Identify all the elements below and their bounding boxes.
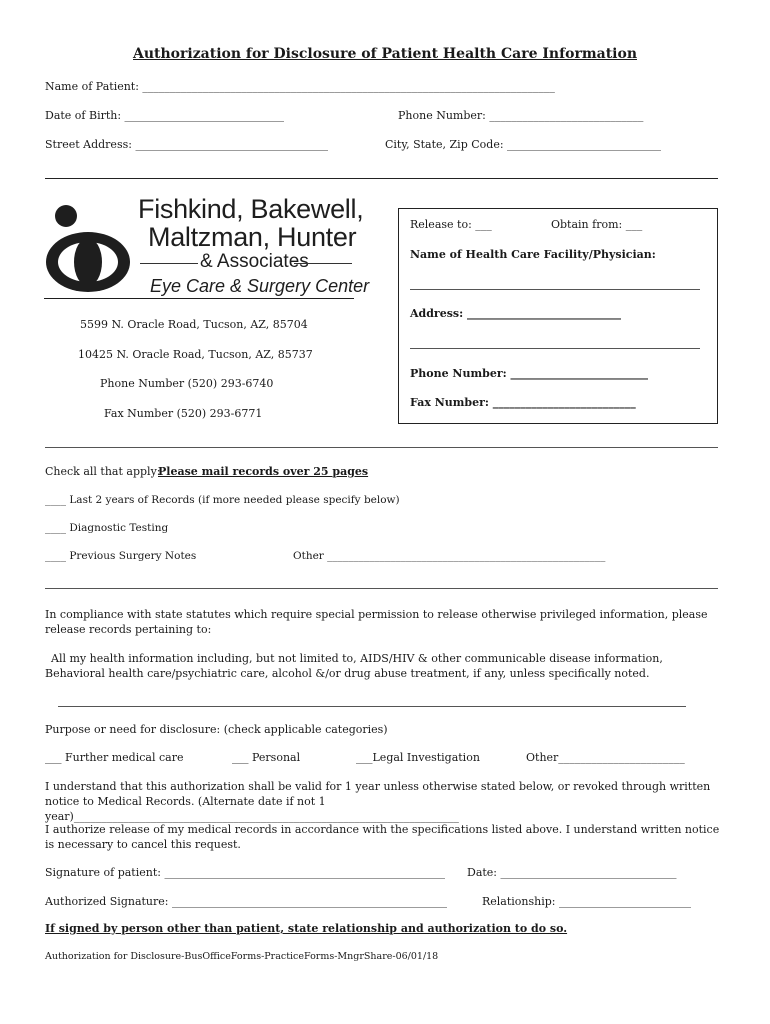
section-divider xyxy=(45,447,718,448)
logo-line-4: Eye Care & Surgery Center xyxy=(150,276,370,296)
option-other-field[interactable]: Other _____________________________________________________ xyxy=(293,550,606,562)
purpose-legal[interactable]: ___Legal Investigation xyxy=(356,751,480,764)
logo-underline xyxy=(44,298,354,299)
compliance-statement: In compliance with state statutes which require special permission to release otherwise privileged information, please release records pertaining to: xyxy=(45,608,708,636)
page-title: Authorization for Disclosure of Patient Health Care Information xyxy=(133,46,637,62)
form-footer: Authorization for Disclosure-BusOfficeForms-PracticeForms-MngrShare-06/01/18 xyxy=(45,951,439,962)
authorized-signature-field[interactable]: Authorized Signature: __________________________________________________ xyxy=(45,895,447,908)
facility-address-field[interactable]: Address: ____________________________ xyxy=(410,307,621,320)
practice-address-2: 10425 N. Oracle Road, Tucson, AZ, 85737 xyxy=(78,348,313,361)
facility-name-line[interactable] xyxy=(410,289,700,290)
patient-signature-field[interactable]: Signature of patient: ___________________________________________________ xyxy=(45,866,445,879)
release-to-field[interactable]: Release to: ___ xyxy=(410,218,492,231)
practice-fax: Fax Number (520) 293-6771 xyxy=(104,407,263,420)
purpose-medical-care[interactable]: ___ Further medical care xyxy=(45,751,184,764)
practice-logo xyxy=(44,192,370,302)
eye-logo-icon xyxy=(44,202,144,302)
option-surgery-notes[interactable]: ____ Previous Surgery Notes xyxy=(45,550,197,562)
practice-phone: Phone Number (520) 293-6740 xyxy=(100,377,274,390)
validity-statement[interactable]: I understand that this authorization shall be valid for 1 year unless otherwise stated below, or revoked through written notice to Medical Records. (Alternate date if not 1 year)______________________________________________________________________ xyxy=(45,780,711,823)
logo-rule-right xyxy=(294,263,352,264)
logo-line-2: Maltzman, Hunter xyxy=(148,222,357,252)
logo-line-1: Fishkind, Bakewell, xyxy=(138,194,364,224)
street-address-field[interactable]: Street Address: ___________________________________ xyxy=(45,138,328,151)
check-all-label: Check all that apply: xyxy=(45,465,161,478)
logo-rule-left xyxy=(140,263,198,264)
city-state-zip-field[interactable]: City, State, Zip Code: ____________________________ xyxy=(385,138,662,151)
logo-line-3: & Associates xyxy=(200,251,309,272)
section-divider xyxy=(45,588,718,589)
patient-phone-field[interactable]: Phone Number: ____________________________ xyxy=(398,109,644,122)
facility-physician-label: Name of Health Care Facility/Physician: xyxy=(410,248,656,261)
signature-date-field[interactable]: Date: ________________________________ xyxy=(467,866,677,879)
option-last-2-years[interactable]: ____ Last 2 years of Records (if more needed please specify below) xyxy=(45,494,400,506)
date-of-birth-field[interactable]: Date of Birth: _____________________________ xyxy=(45,109,285,122)
relationship-field[interactable]: Relationship: ________________________ xyxy=(482,895,692,908)
facility-address-line-2[interactable] xyxy=(410,348,700,349)
patient-name-field[interactable]: Name of Patient: ___________________________________________________________________________ xyxy=(45,80,555,93)
purpose-label: Purpose or need for disclosure: (check applicable categories) xyxy=(45,723,388,736)
other-signer-note: If signed by person other than patient, state relationship and authorization to do so. xyxy=(45,922,568,935)
purpose-personal[interactable]: ___ Personal xyxy=(232,751,301,764)
facility-fax-field[interactable]: Fax Number: __________________________ xyxy=(410,396,636,409)
facility-phone-field[interactable]: Phone Number: _________________________ xyxy=(410,367,648,380)
purpose-other-field[interactable]: Other_______________________ xyxy=(526,751,685,764)
mail-records-note: Please mail records over 25 pages xyxy=(158,465,369,478)
obtain-from-field[interactable]: Obtain from: ___ xyxy=(551,218,643,231)
exceptions-line[interactable] xyxy=(58,706,686,707)
health-info-scope: All my health information including, but not limited to, AIDS/HIV & other communicable disease information, Behavioral health care/psychiatric care, alcohol &/or drug abuse treatment, if any, unless specifically noted. xyxy=(45,652,663,680)
section-divider xyxy=(45,178,718,179)
authorize-statement: I authorize release of my medical records in accordance with the specifications listed above. I understand written notice is necessary to cancel this request. xyxy=(45,823,720,851)
practice-address-1: 5599 N. Oracle Road, Tucson, AZ, 85704 xyxy=(80,318,308,331)
option-diagnostic-testing[interactable]: ____ Diagnostic Testing xyxy=(45,522,169,534)
